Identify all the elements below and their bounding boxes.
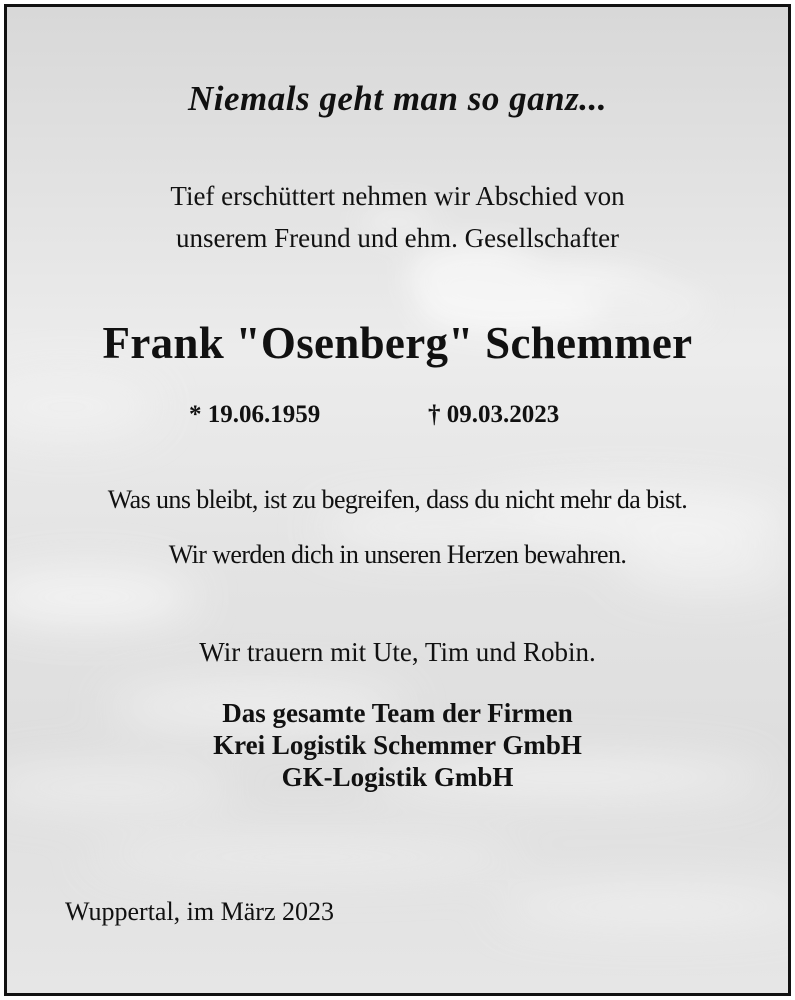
company-signature: [7, 697, 788, 793]
deceased-name: Frank "Osenberg" Schemmer: [102, 318, 693, 368]
motto-heading: Niemals geht man so ganz...: [188, 79, 607, 118]
quote-line-1: Was uns bleibt, ist zu begreifen, dass du nicht mehr da bist.: [107, 485, 688, 514]
intro-line-1: Tief erschüttert nehmen wir Abschied von: [170, 181, 625, 211]
team-line-2: Krei Logistik Schemmer GmbH: [213, 730, 582, 760]
birth-date: * 19.06.1959: [189, 401, 321, 428]
obituary-notice: [4, 4, 791, 996]
quote-line-2: Wir werden dich in unseren Herzen bewahren.: [168, 540, 627, 569]
intro-line-2: unserem Freund und ehm. Gesellschafter: [175, 223, 620, 253]
death-date: † 09.03.2023: [428, 401, 560, 428]
team-line-3: GK-Logistik GmbH: [281, 762, 514, 792]
team-line-1: Das gesamte Team der Firmen: [222, 698, 573, 728]
mourners-line: Wir trauern mit Ute, Tim und Robin.: [199, 637, 596, 667]
place-date: Wuppertal, im März 2023: [65, 897, 334, 926]
intro-text: [7, 175, 788, 259]
